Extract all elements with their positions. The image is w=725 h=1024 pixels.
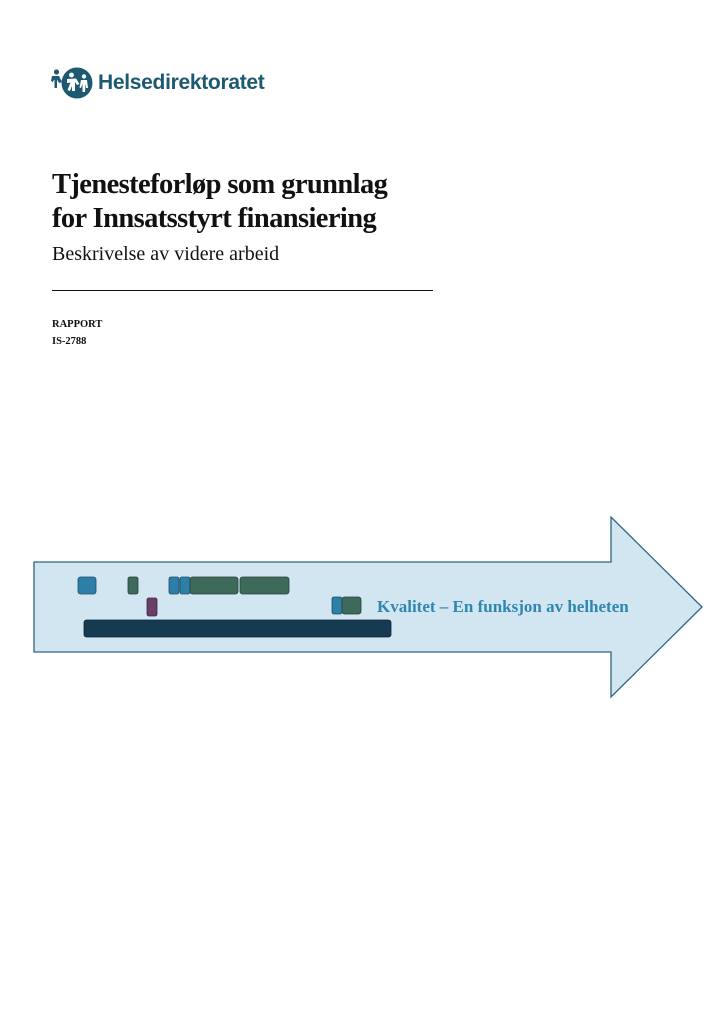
document-title-line-1: Tjenesteforløp som grunnlag [52, 169, 388, 200]
banner-block [240, 577, 289, 594]
banner-block [342, 597, 361, 614]
banner-block [147, 598, 157, 616]
report-type: RAPPORT [52, 319, 103, 330]
banner-block [180, 577, 190, 594]
banner-block [128, 577, 138, 594]
document-title [52, 168, 472, 236]
document-title-line-2: for Innsatsstyrt finansiering [52, 203, 377, 234]
logo-text: Helsedirektoratet [98, 71, 265, 94]
banner-caption: Kvalitet – En funksjon av helheten [377, 597, 629, 616]
logo [50, 66, 264, 100]
document-subtitle: Beskrivelse av videre arbeid [52, 243, 280, 265]
helsedirektoratet-logo-icon [50, 66, 94, 100]
banner-block [190, 577, 238, 594]
banner-block [332, 597, 342, 614]
report-number: IS-2788 [52, 336, 87, 347]
banner-block [78, 577, 96, 594]
banner-bar [84, 620, 391, 637]
title-divider [52, 290, 433, 291]
banner-block [169, 577, 179, 594]
